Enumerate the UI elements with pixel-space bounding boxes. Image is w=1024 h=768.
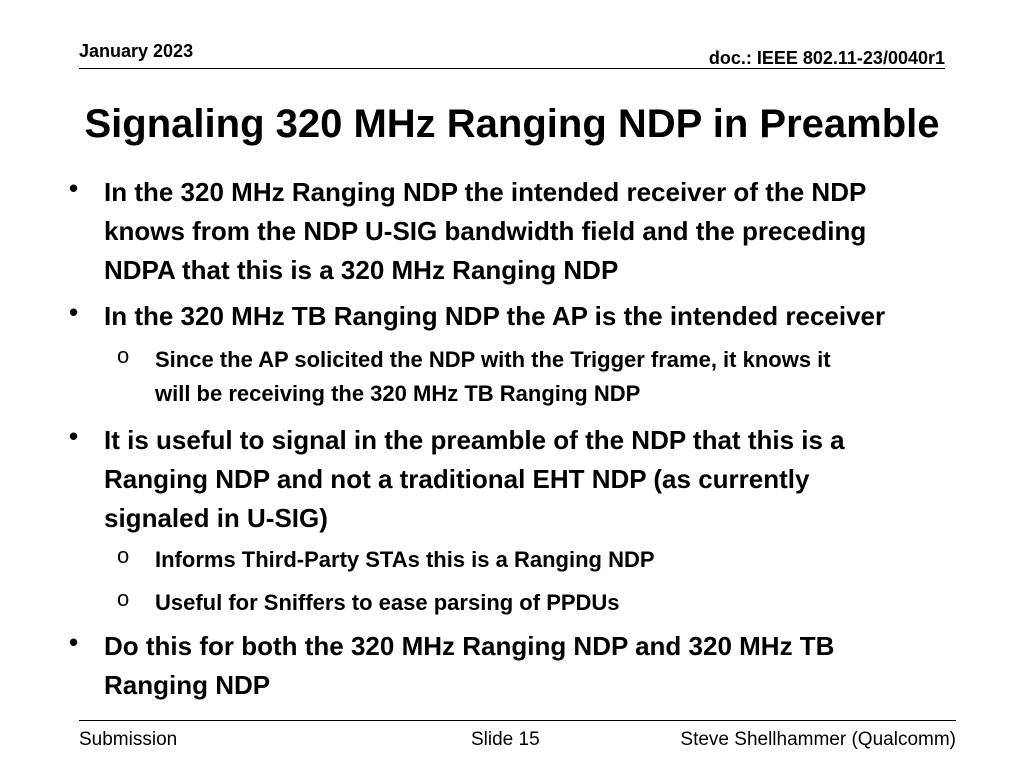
sub-bullet-text bbox=[155, 586, 620, 620]
bullet-line: Do this for both the 320 MHz Ranging NDP and 320 MHz TB bbox=[104, 631, 835, 661]
bullet-line: NDPA that this is a 320 MHz Ranging NDP bbox=[104, 255, 619, 285]
sub-bullet-line: Since the AP solicited the NDP with the Trigger frame, it knows it bbox=[155, 347, 831, 372]
sub-bullet-marker: o bbox=[117, 586, 130, 611]
sub-bullet-text bbox=[155, 543, 655, 577]
bullet-line: signaled in U-SIG) bbox=[104, 503, 328, 533]
footer-rule bbox=[79, 720, 956, 721]
bullet-line: Ranging NDP and not a traditional EHT NDP (as currently bbox=[104, 464, 810, 494]
header-date: January 2023 bbox=[79, 41, 194, 61]
footer-submission: Submission bbox=[79, 729, 178, 750]
bullet-marker: • bbox=[69, 627, 79, 657]
bullet-marker: • bbox=[69, 297, 79, 327]
sub-bullet-line: will be receiving the 320 MHz TB Ranging NDP bbox=[155, 381, 641, 406]
bullet-text bbox=[104, 421, 845, 538]
bullet-line: knows from the NDP U-SIG bandwidth field and the preceding bbox=[104, 216, 867, 246]
bullet-text bbox=[104, 297, 885, 336]
bullet-marker: • bbox=[69, 421, 79, 451]
slide-title: Signaling 320 MHz Ranging NDP in Preamble bbox=[84, 102, 940, 146]
footer-author: Steve Shellhammer (Qualcomm) bbox=[680, 729, 956, 750]
sub-bullet-line: Useful for Sniffers to ease parsing of PPDUs bbox=[155, 590, 620, 615]
bullet-text bbox=[104, 173, 866, 290]
bullet-text bbox=[104, 627, 834, 705]
bullet-marker: • bbox=[69, 173, 79, 203]
bullet-line: Ranging NDP bbox=[104, 670, 271, 700]
sub-bullet-marker: o bbox=[117, 343, 130, 368]
sub-bullet-text bbox=[155, 343, 831, 411]
header-doc-id: doc.: IEEE 802.11-23/0040r1 bbox=[708, 48, 945, 68]
bullet-line: In the 320 MHz TB Ranging NDP the AP is the intended receiver bbox=[104, 301, 886, 331]
bullet-line: It is useful to signal in the preamble of the NDP that this is a bbox=[104, 425, 845, 455]
sub-bullet-line: Informs Third-Party STAs this is a Ranging NDP bbox=[155, 547, 655, 572]
footer-slide-number: Slide 15 bbox=[471, 729, 540, 750]
sub-bullet-marker: o bbox=[117, 543, 130, 568]
bullet-line: In the 320 MHz Ranging NDP the intended receiver of the NDP bbox=[104, 177, 867, 207]
